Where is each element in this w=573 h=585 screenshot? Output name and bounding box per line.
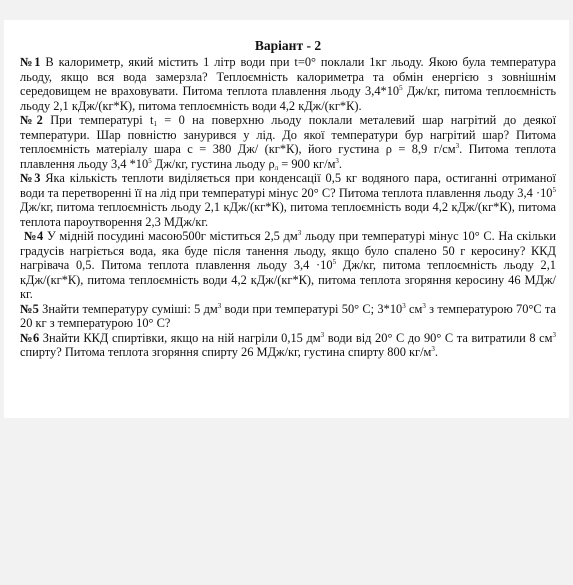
superscript: 3 — [320, 330, 325, 339]
problem-number: №3 — [20, 171, 41, 185]
problem-text: Дж/кг, питома теплоємність льоду 2,1 кДж/(кг*К), питома теплоємність води 4,2 кДж/(кг*К), питома теплота пароутворення 2,3 МДж/кг. — [20, 200, 556, 229]
problem-number: №4 — [24, 229, 44, 243]
superscript: 3 — [455, 142, 460, 150]
problem-4 — [20, 229, 556, 302]
superscript: 3 — [422, 301, 426, 310]
problem-text: = 0 на поверхню льоду поклали металевий шар нагрітий до деякої температури. Шар повністю занурився у лід. До якої температури бур нагрітий шар? Питома теплоємність матеріалу шара c = 380 Дж/ (кг*К), його густина ρ = 8,9 г/см — [20, 113, 557, 156]
problem-2 — [20, 113, 556, 171]
problem-text: води при температурі 50° С; 3*10 — [221, 301, 403, 316]
superscript: 3 — [335, 156, 339, 165]
page-title: Варіант - 2 — [254, 38, 322, 53]
problem-text: спирту? Питома теплота згоряння спирту 26 МДж/кг, густина спирту 800 кг/м — [20, 345, 432, 359]
problem-3 — [20, 171, 556, 229]
problem-text: . — [434, 345, 438, 359]
superscript: 5 — [399, 84, 403, 92]
problem-number: №6 — [20, 330, 40, 345]
problem-number: №5 — [20, 301, 39, 316]
superscript: 5 — [552, 185, 556, 194]
problem-text: = 900 кг/м — [278, 156, 336, 171]
problem-1 — [20, 55, 556, 113]
problem-text: води від 20° С до 90° С та витратили 8 см — [324, 330, 553, 345]
superscript: 3 — [431, 345, 435, 353]
document-page — [4, 20, 569, 418]
problem-text: В калориметр, який містить 1 літр води при t=0° поклали 1кг льоду. Якою була температура льоду, якщо вся вода замерзла? Теплоємність калориметра та обмін енергією з зовнішнім середовищем не враховувати. Питома теплота плавлення льоду 3,4*10 — [20, 55, 556, 98]
subscript: л — [274, 163, 279, 172]
problem-text: льоду при температурі мінус 10° С. На скільки градусів нагріється вода, яка буде після танення льоду, якщо було спалено 50 г керосину? ККД нагрівача 0,5. Питома теплота плавлення льоду 3,4 ·10 — [20, 229, 556, 272]
superscript: 3 — [402, 301, 406, 310]
subscript: 1 — [153, 120, 157, 128]
problem-text: . — [338, 156, 343, 171]
superscript: 5 — [332, 258, 337, 266]
problem-text: Яка кількість теплоти виділяється при конденсації 0,5 кг водяного пара, остиганні отриманої води та перетворенні її на лід при температурі мінус 20° С? Питома теплота плавлення льоду 3,4 ·10 — [20, 171, 556, 200]
problem-text: Дж/кг, питома теплоємність льоду 2,1 кДж/(кг*К), питома теплоємність води 4,2 кДж/(кг*К), питома теплота згоряння керосину 46 МДж/кг. — [20, 258, 557, 301]
problem-text: Знайти температуру суміші: 5 дм — [38, 301, 218, 316]
problem-text: Дж/кг, густина льоду ρ — [151, 156, 275, 171]
superscript: 3 — [552, 330, 556, 339]
problem-number: №1 — [20, 55, 41, 69]
problem-text: см — [405, 301, 423, 316]
problem-5 — [20, 302, 556, 331]
problem-text: При температурі t — [42, 113, 154, 127]
problem-text: Дж/кг, питома теплоємність льоду 2,1 кДж/(кг*К), питома теплоємність води 4,2 кДж/(кг*К). — [20, 84, 557, 113]
superscript: 3 — [297, 229, 302, 237]
superscript: 3 — [217, 301, 222, 310]
superscript: 5 — [148, 156, 152, 165]
problem-text: У мідній посудині масою500г міститься 2,5 дм — [43, 229, 298, 243]
problem-text: Знайти ККД спиртівки, якщо на ній нагріли 0,15 дм — [39, 330, 321, 345]
problem-6 — [20, 331, 556, 360]
problem-text: з температурою 70°С та 20 кг з температурою 10° С? — [20, 301, 556, 330]
problem-number: №2 — [20, 113, 43, 127]
problem-text: . Питома теплота плавлення льоду 3,4 *10 — [20, 142, 556, 171]
